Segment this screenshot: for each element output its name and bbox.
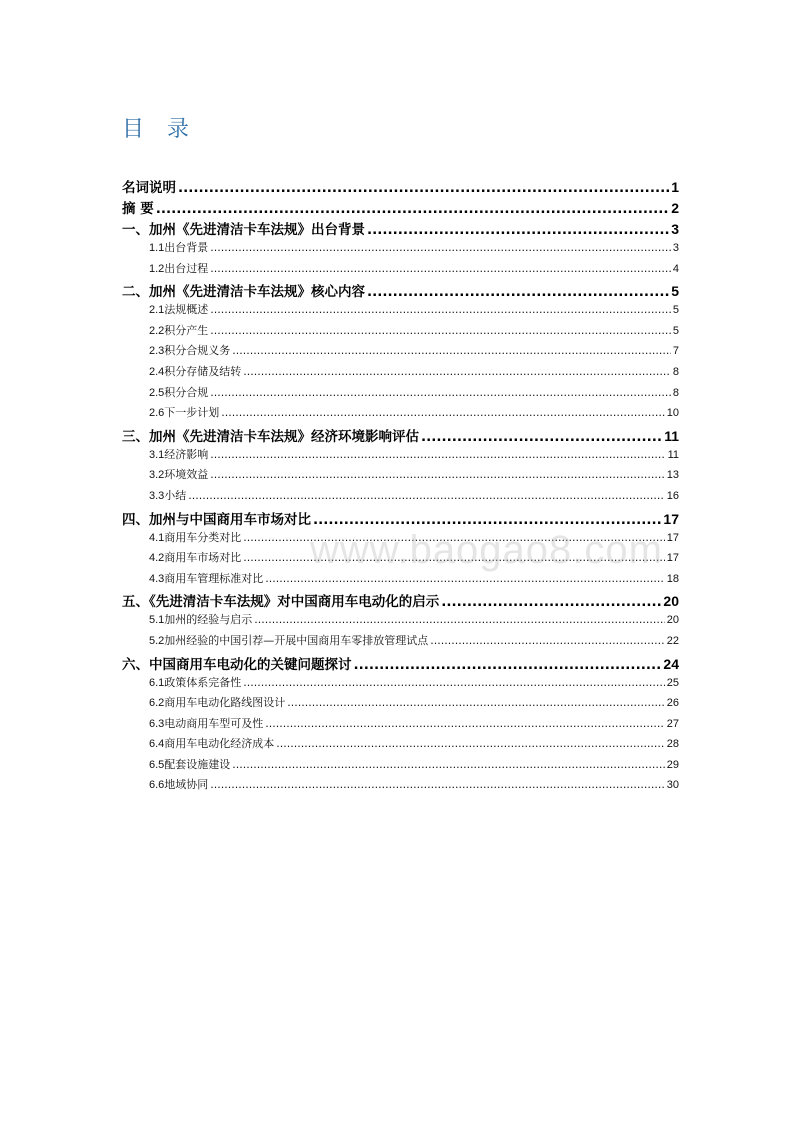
toc-entry-label: 加州经验的中国引荐—开展中国商用车零排放管理试点 (164, 633, 429, 647)
toc-entry-label: 名词说明 (122, 180, 176, 196)
toc-page-number: 29 (666, 758, 679, 771)
toc-section-number: 4.1 (149, 531, 165, 544)
toc-dot-leader (265, 717, 664, 730)
toc-section-entry[interactable] (122, 384, 679, 405)
toc-entry-label: 政策体系完备性 (164, 675, 242, 689)
toc-section-entry[interactable] (122, 529, 679, 550)
toc-section-number: 2.6 (149, 407, 165, 420)
toc-section-entry[interactable] (122, 570, 679, 591)
toc-dot-leader (243, 551, 664, 564)
toc-page-number: 8 (672, 365, 679, 378)
toc-page-number: 11 (664, 427, 679, 444)
toc-dot-leader (156, 201, 670, 217)
toc-page-number: 2 (671, 200, 679, 216)
toc-chapter-entry[interactable] (122, 508, 679, 529)
toc-section-number: 6.4 (149, 738, 165, 751)
toc-section-number: 6.5 (149, 758, 165, 771)
toc-section-number: 6.2 (149, 697, 165, 710)
toc-section-entry[interactable] (122, 404, 679, 425)
toc-dot-leader (210, 262, 671, 275)
toc-section-entry[interactable] (122, 239, 679, 260)
toc-dot-leader (354, 657, 662, 673)
toc-section-entry[interactable] (122, 363, 679, 384)
toc-entry-label: 积分合规义务 (164, 344, 231, 358)
toc-entry-label: 商用车分类对比 (164, 530, 242, 544)
toc-page-number: 17 (663, 510, 679, 527)
toc-section-number: 4.3 (149, 572, 165, 585)
toc-dot-leader (210, 303, 671, 316)
table-of-contents (122, 176, 679, 797)
toc-chapter-entry[interactable] (122, 425, 679, 446)
toc-section-number: 3.3 (149, 489, 165, 502)
toc-dot-leader (243, 365, 671, 378)
toc-page-number: 20 (663, 593, 679, 610)
toc-section-entry[interactable] (122, 446, 679, 467)
toc-page-number: 18 (666, 572, 679, 585)
toc-section-number: 3.1 (149, 448, 165, 461)
toc-entry-label: 加州的经验与启示 (164, 613, 253, 627)
toc-entry-label: 积分存储及结转 (164, 364, 242, 378)
toc-section-number: 6.1 (149, 676, 165, 689)
toc-section-entry[interactable] (122, 487, 679, 508)
toc-dot-leader (210, 448, 665, 461)
toc-section-entry[interactable] (122, 466, 679, 487)
toc-dot-leader (287, 696, 664, 709)
toc-page-number: 26 (666, 697, 679, 710)
toc-section-number: 5.1 (149, 614, 165, 627)
toc-dot-leader (421, 429, 662, 445)
toc-dot-leader (178, 180, 669, 196)
toc-section-number: 1.1 (149, 242, 165, 254)
toc-section-number: 6.6 (149, 779, 165, 792)
toc-section-number: 3.2 (149, 469, 165, 482)
toc-section-number: 2.5 (149, 386, 165, 399)
toc-entry-label: 地域协同 (164, 778, 209, 792)
toc-dot-leader (276, 737, 664, 750)
toc-entry-label: 积分产生 (164, 323, 209, 337)
toc-section-number: 4.2 (149, 552, 165, 565)
toc-page-number: 3 (672, 242, 679, 254)
toc-dot-leader (232, 344, 671, 357)
toc-section-entry[interactable] (122, 301, 679, 322)
toc-page-number: 25 (666, 676, 679, 689)
toc-dot-leader (221, 406, 664, 419)
toc-entry-label: 小结 (164, 488, 187, 502)
toc-page-number: 22 (666, 634, 679, 647)
toc-section-number: 2.1 (149, 304, 165, 317)
toc-entry-label: 出台过程 (164, 261, 209, 275)
toc-page-number: 5 (672, 324, 679, 337)
toc-page-number: 5 (671, 283, 679, 300)
toc-entry-label: 商用车电动化经济成本 (164, 737, 275, 751)
toc-page-number: 5 (672, 304, 679, 317)
toc-dot-leader (210, 324, 671, 337)
watermark: www.baogao8.com (310, 528, 663, 572)
toc-dot-leader (210, 386, 671, 399)
toc-page-number: 8 (672, 386, 679, 399)
toc-page-number: 13 (666, 469, 679, 482)
toc-page-number: 4 (672, 262, 679, 275)
toc-page-number: 11 (667, 448, 679, 461)
toc-section-entry[interactable] (122, 694, 679, 715)
toc-section-entry[interactable] (122, 674, 679, 695)
toc-entry-label: 下一步计划 (164, 406, 220, 420)
toc-section-entry[interactable] (122, 260, 679, 281)
toc-dot-leader (313, 512, 661, 528)
toc-page-number: 1 (671, 179, 679, 195)
toc-entry-label: 摘 要 (122, 201, 154, 217)
toc-entry-label: 一、加州《先进清洁卡车法规》出台背景 (122, 222, 365, 238)
toc-page-number: 17 (666, 552, 679, 565)
toc-chapter-entry[interactable] (122, 218, 679, 239)
toc-chapter-entry[interactable] (122, 590, 679, 611)
toc-entry-label: 积分合规 (164, 385, 209, 399)
toc-section-entry[interactable] (122, 776, 679, 797)
toc-section-entry[interactable] (122, 322, 679, 343)
toc-entry-label: 经济影响 (164, 447, 209, 461)
toc-section-number: 2.4 (149, 365, 165, 378)
toc-page-number: 30 (666, 779, 679, 792)
toc-section-number: 5.2 (149, 634, 165, 647)
toc-dot-leader (210, 241, 671, 254)
toc-section-entry[interactable] (122, 611, 679, 632)
toc-section-entry[interactable] (122, 735, 679, 756)
toc-section-entry[interactable] (122, 632, 679, 653)
toc-dot-leader (243, 531, 664, 544)
toc-page-number: 3 (671, 221, 679, 237)
toc-chapter-entry[interactable] (122, 176, 679, 197)
toc-dot-leader (265, 572, 664, 585)
toc-entry-label: 电动商用车型可及性 (164, 716, 264, 730)
toc-section-entry[interactable] (122, 715, 679, 736)
toc-dot-leader (254, 613, 664, 626)
toc-section-number: 2.2 (149, 324, 165, 337)
toc-entry-label: 出台背景 (164, 241, 209, 254)
toc-entry-label: 配套设施建设 (164, 757, 231, 771)
toc-entry-label: 三、加州《先进清洁卡车法规》经济环境影响评估 (122, 428, 419, 445)
toc-section-number: 2.3 (149, 345, 165, 358)
toc-dot-leader (210, 778, 664, 791)
toc-entry-label: 商用车市场对比 (164, 551, 242, 565)
toc-dot-leader (367, 222, 669, 238)
toc-page-number: 24 (663, 655, 679, 672)
toc-entry-label: 商用车电动化路线图设计 (164, 696, 286, 710)
toc-entry-label: 二、加州《先进清洁卡车法规》核心内容 (122, 284, 365, 301)
toc-entry-label: 商用车管理标准对比 (164, 571, 264, 585)
toc-dot-leader (430, 634, 664, 647)
toc-entry-label: 六、中国商用车电动化的关键问题探讨 (122, 656, 352, 673)
toc-page-number: 28 (666, 738, 679, 751)
toc-dot-leader (210, 468, 664, 481)
toc-chapter-entry[interactable] (122, 653, 679, 674)
toc-title: 目 录 (122, 117, 197, 142)
toc-chapter-entry[interactable] (122, 197, 679, 218)
toc-entry-label: 环境效益 (164, 468, 209, 482)
toc-section-number: 6.3 (149, 717, 165, 730)
toc-entry-label: 五、《先进清洁卡车法规》对中国商用车电动化的启示 (122, 594, 440, 611)
toc-dot-leader (441, 594, 661, 610)
toc-page-number: 20 (666, 614, 679, 627)
toc-section-entry[interactable] (122, 342, 679, 363)
toc-section-entry[interactable] (122, 549, 679, 570)
toc-page-number: 7 (672, 345, 679, 358)
toc-dot-leader (232, 758, 664, 771)
toc-section-number: 1.2 (149, 262, 165, 275)
toc-dot-leader (367, 284, 669, 300)
toc-dot-leader (243, 676, 664, 689)
toc-page-number: 17 (666, 531, 679, 544)
toc-entry-label: 四、加州与中国商用车市场对比 (122, 511, 311, 528)
toc-page-number: 27 (666, 717, 679, 730)
toc-entry-label: 法规概述 (164, 303, 209, 317)
toc-page-number: 10 (666, 407, 679, 420)
toc-dot-leader (188, 489, 664, 502)
toc-chapter-entry[interactable] (122, 280, 679, 301)
toc-section-entry[interactable] (122, 756, 679, 777)
toc-page-number: 16 (666, 489, 679, 502)
